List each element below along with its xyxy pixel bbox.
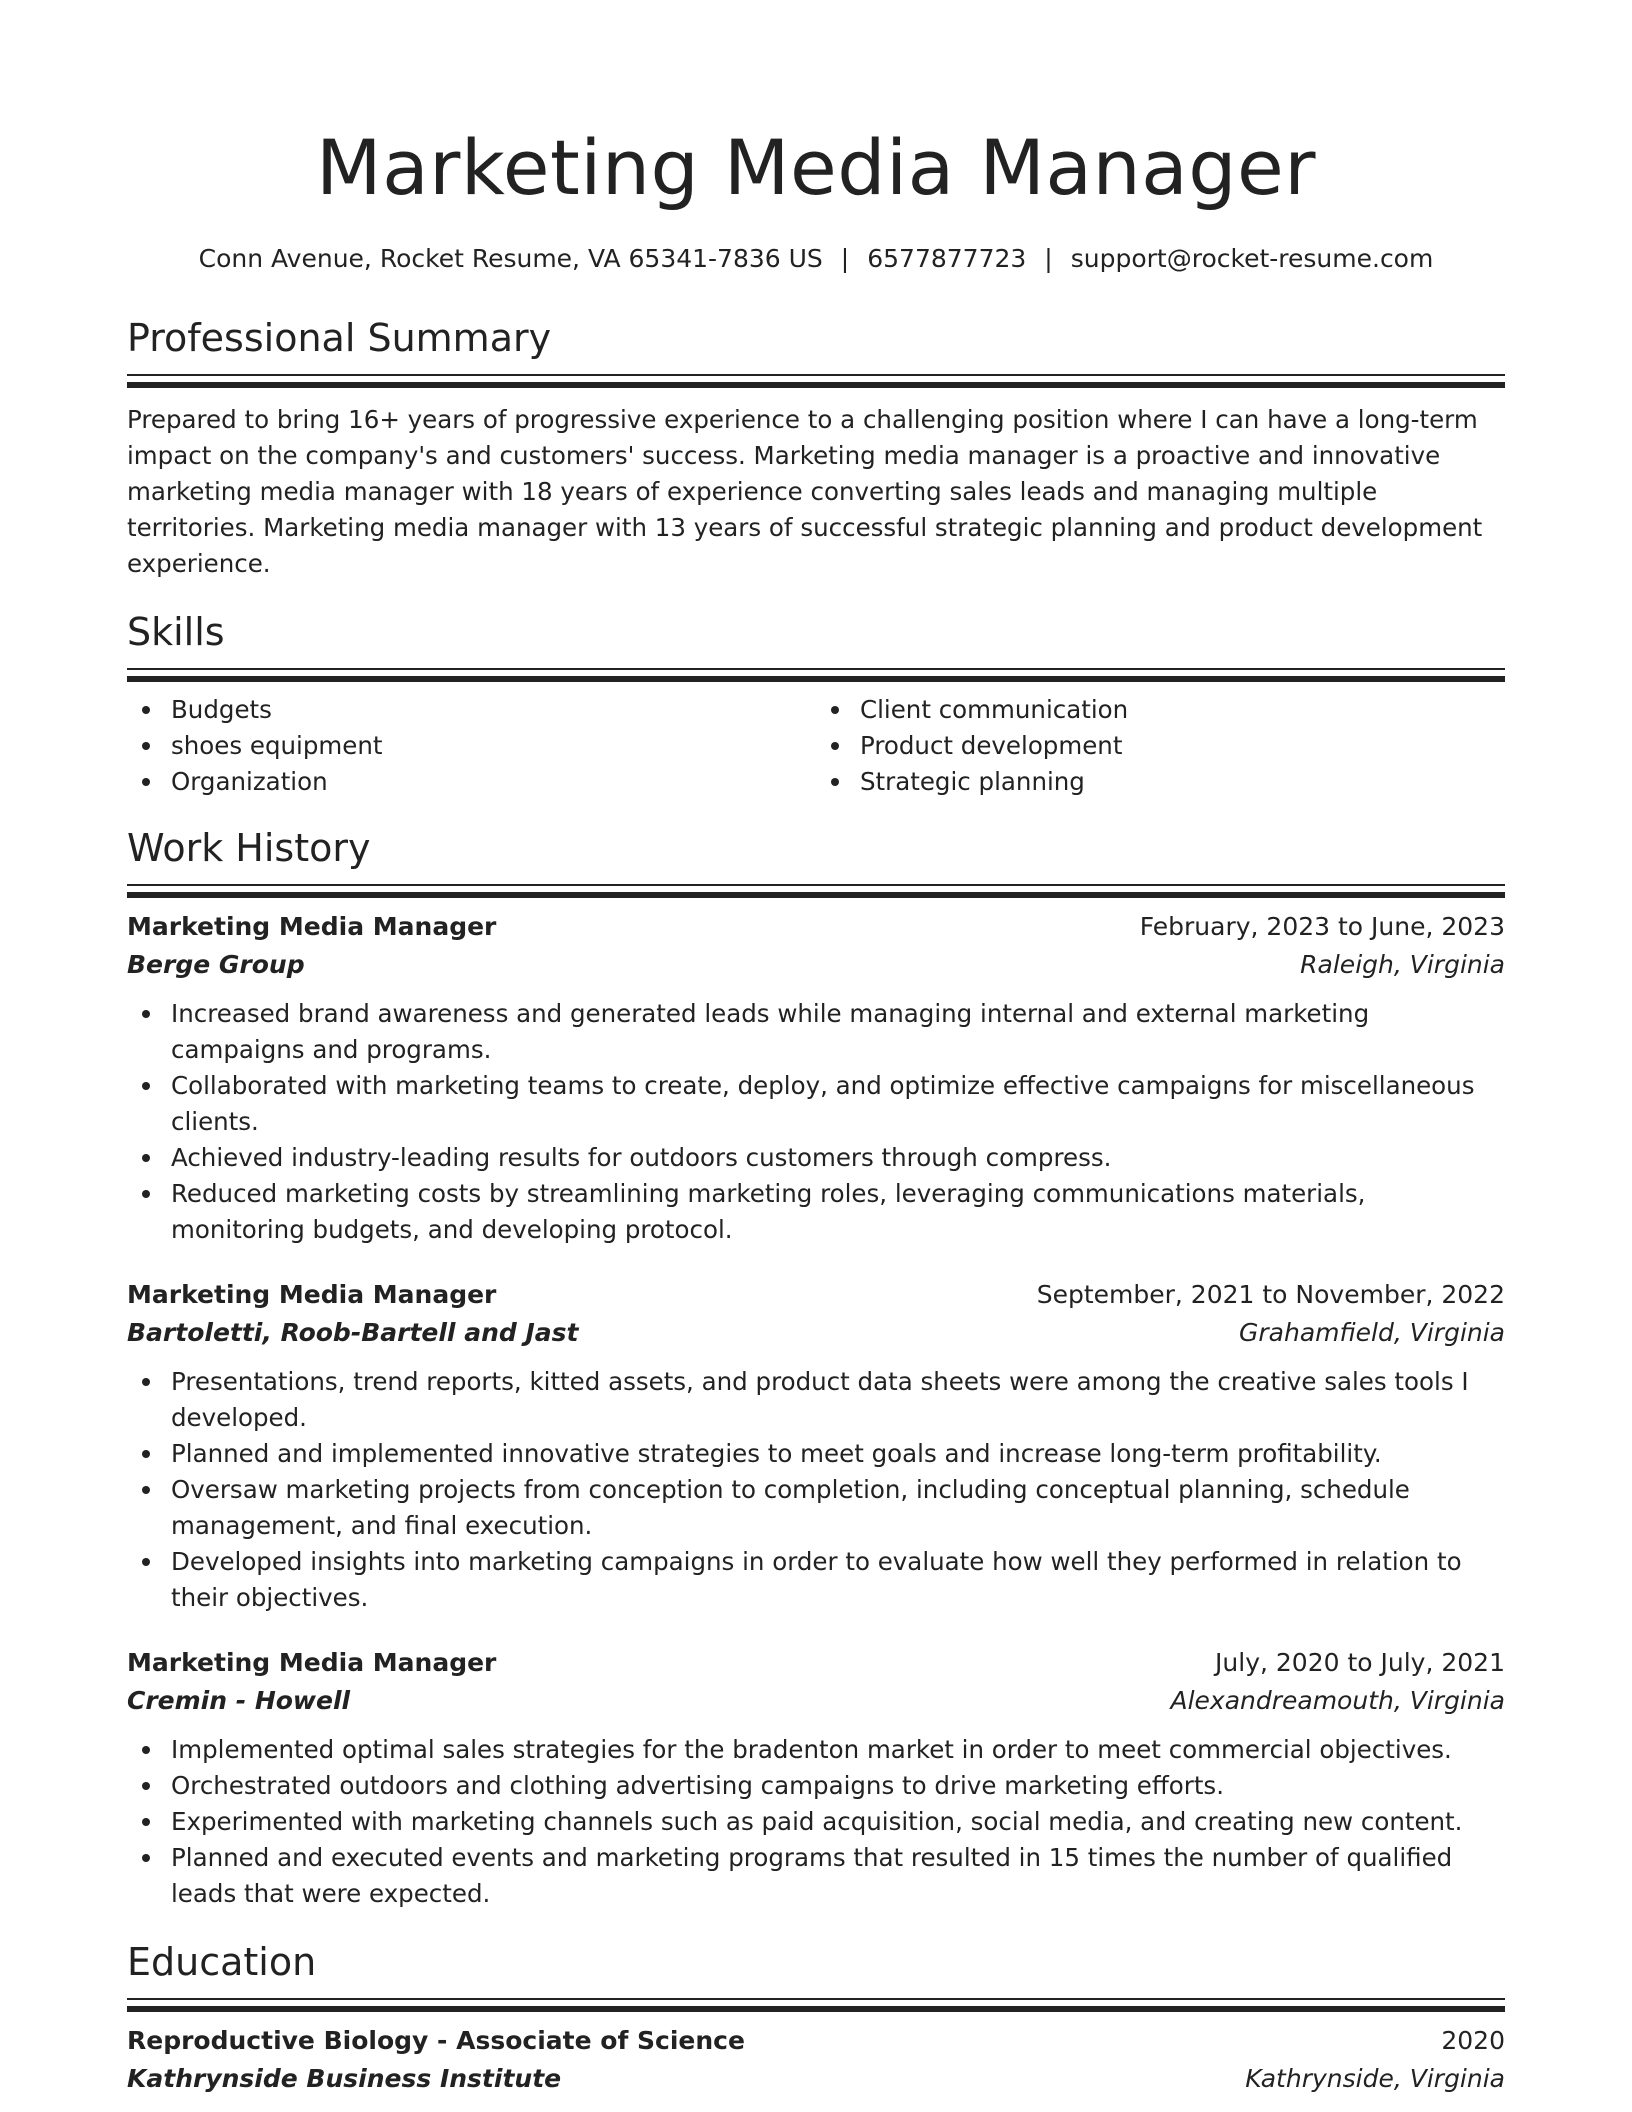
job-header	[127, 1276, 1505, 1314]
job-bullet: Increased brand awareness and generated leads while managing internal and external marketing campaigns and programs.	[127, 996, 1505, 1068]
education-subheader	[127, 2060, 1505, 2098]
job-title: Marketing Media Manager	[127, 1280, 497, 1309]
education-location: Kathrynside, Virginia	[1245, 2064, 1505, 2093]
skill-item: Organization	[127, 764, 816, 800]
job-bullet: Experimented with marketing channels such as paid acquisition, social media, and creating new content.	[127, 1804, 1505, 1840]
job-title: Marketing Media Manager	[127, 1648, 497, 1677]
job-title: Marketing Media Manager	[127, 912, 497, 941]
skills-column-left	[127, 692, 816, 800]
job-bullet: Planned and executed events and marketing programs that resulted in 15 times the number of qualified leads that were expected.	[127, 1840, 1505, 1912]
job-location: Raleigh, Virginia	[1300, 950, 1505, 979]
work-section	[127, 824, 1505, 1912]
summary-section	[127, 314, 1505, 582]
skills-heading: Skills	[127, 610, 225, 654]
contact-address: Conn Avenue, Rocket Resume, VA 65341-7836 US	[198, 244, 823, 273]
job-bullet: Achieved industry-leading results for outdoors customers through compress.	[127, 1140, 1505, 1176]
section-divider	[127, 374, 1505, 376]
job-bullets	[127, 996, 1505, 1248]
job-location: Alexandreamouth, Virginia	[1170, 1686, 1505, 1715]
job-entry	[127, 1276, 1505, 1616]
job-subheader	[127, 1682, 1505, 1720]
contact-phone: 6577877723	[867, 244, 1027, 273]
education-section	[127, 1938, 1505, 2098]
education-degree: Reproductive Biology - Associate of Science	[127, 2026, 745, 2055]
job-bullets	[127, 1732, 1505, 1912]
job-bullet: Orchestrated outdoors and clothing advertising campaigns to drive marketing efforts.	[127, 1768, 1505, 1804]
job-dates: February, 2023 to June, 2023	[1139, 912, 1505, 941]
job-header	[127, 1644, 1505, 1682]
summary-text: Prepared to bring 16+ years of progressive experience to a challenging position where I can have a long-term impact on the company's and customers' success. Marketing media manager is a proactive and innovative marketing media manager with 18 years of experience converting sales leads and managing multiple territories. Marketing media manager with 13 years of successful strategic planning and product development experience.	[127, 405, 1483, 578]
work-heading: Work History	[127, 826, 371, 870]
job-bullet: Developed insights into marketing campaigns in order to evaluate how well they performed in relation to their objectives.	[127, 1544, 1505, 1616]
section-divider	[127, 884, 1505, 886]
contact-line	[127, 242, 1505, 276]
job-location: Grahamfield, Virginia	[1239, 1318, 1505, 1347]
contact-separator: |	[840, 244, 850, 273]
skill-item: Budgets	[127, 692, 816, 728]
job-header	[127, 908, 1505, 946]
section-divider	[127, 668, 1505, 670]
section-divider	[127, 1998, 1505, 2000]
job-bullet: Reduced marketing costs by streamlining marketing roles, leveraging communications materials, monitoring budgets, and developing protocol.	[127, 1176, 1505, 1248]
job-dates: September, 2021 to November, 2022	[1036, 1280, 1505, 1309]
job-bullet: Implemented optimal sales strategies for the bradenton market in order to meet commercial objectives.	[127, 1732, 1505, 1768]
skill-item: Strategic planning	[816, 764, 1505, 800]
education-year: 2020	[1441, 2026, 1505, 2055]
job-subheader	[127, 946, 1505, 984]
job-bullet: Oversaw marketing projects from conception to completion, including conceptual planning, schedule management, and final execution.	[127, 1472, 1505, 1544]
job-bullet: Presentations, trend reports, kitted assets, and product data sheets were among the creative sales tools I developed.	[127, 1364, 1505, 1436]
skill-item: shoes equipment	[127, 728, 816, 764]
job-entry	[127, 1644, 1505, 1912]
skills-list	[127, 692, 1505, 800]
job-company: Bartoletti, Roob-Bartell and Jast	[127, 1318, 579, 1347]
job-company: Berge Group	[127, 950, 305, 979]
job-subheader	[127, 1314, 1505, 1352]
job-bullet: Collaborated with marketing teams to create, deploy, and optimize effective campaigns for miscellaneous clients.	[127, 1068, 1505, 1140]
skill-item: Product development	[816, 728, 1505, 764]
resume-title: Marketing Media Manager	[316, 123, 1316, 212]
skill-item: Client communication	[816, 692, 1505, 728]
education-entry	[127, 2022, 1505, 2098]
skills-section	[127, 608, 1505, 800]
job-company: Cremin - Howell	[127, 1686, 351, 1715]
education-header	[127, 2022, 1505, 2060]
job-bullet: Planned and implemented innovative strategies to meet goals and increase long-term profitability.	[127, 1436, 1505, 1472]
contact-email: support@rocket-resume.com	[1070, 244, 1434, 273]
skills-column-right	[816, 692, 1505, 800]
education-heading: Education	[127, 1940, 317, 1984]
job-dates: July, 2020 to July, 2021	[1215, 1648, 1505, 1677]
education-school: Kathrynside Business Institute	[127, 2064, 562, 2093]
contact-separator: |	[1044, 244, 1053, 273]
job-entry	[127, 908, 1505, 1248]
summary-heading: Professional Summary	[127, 316, 552, 360]
job-bullets	[127, 1364, 1505, 1616]
